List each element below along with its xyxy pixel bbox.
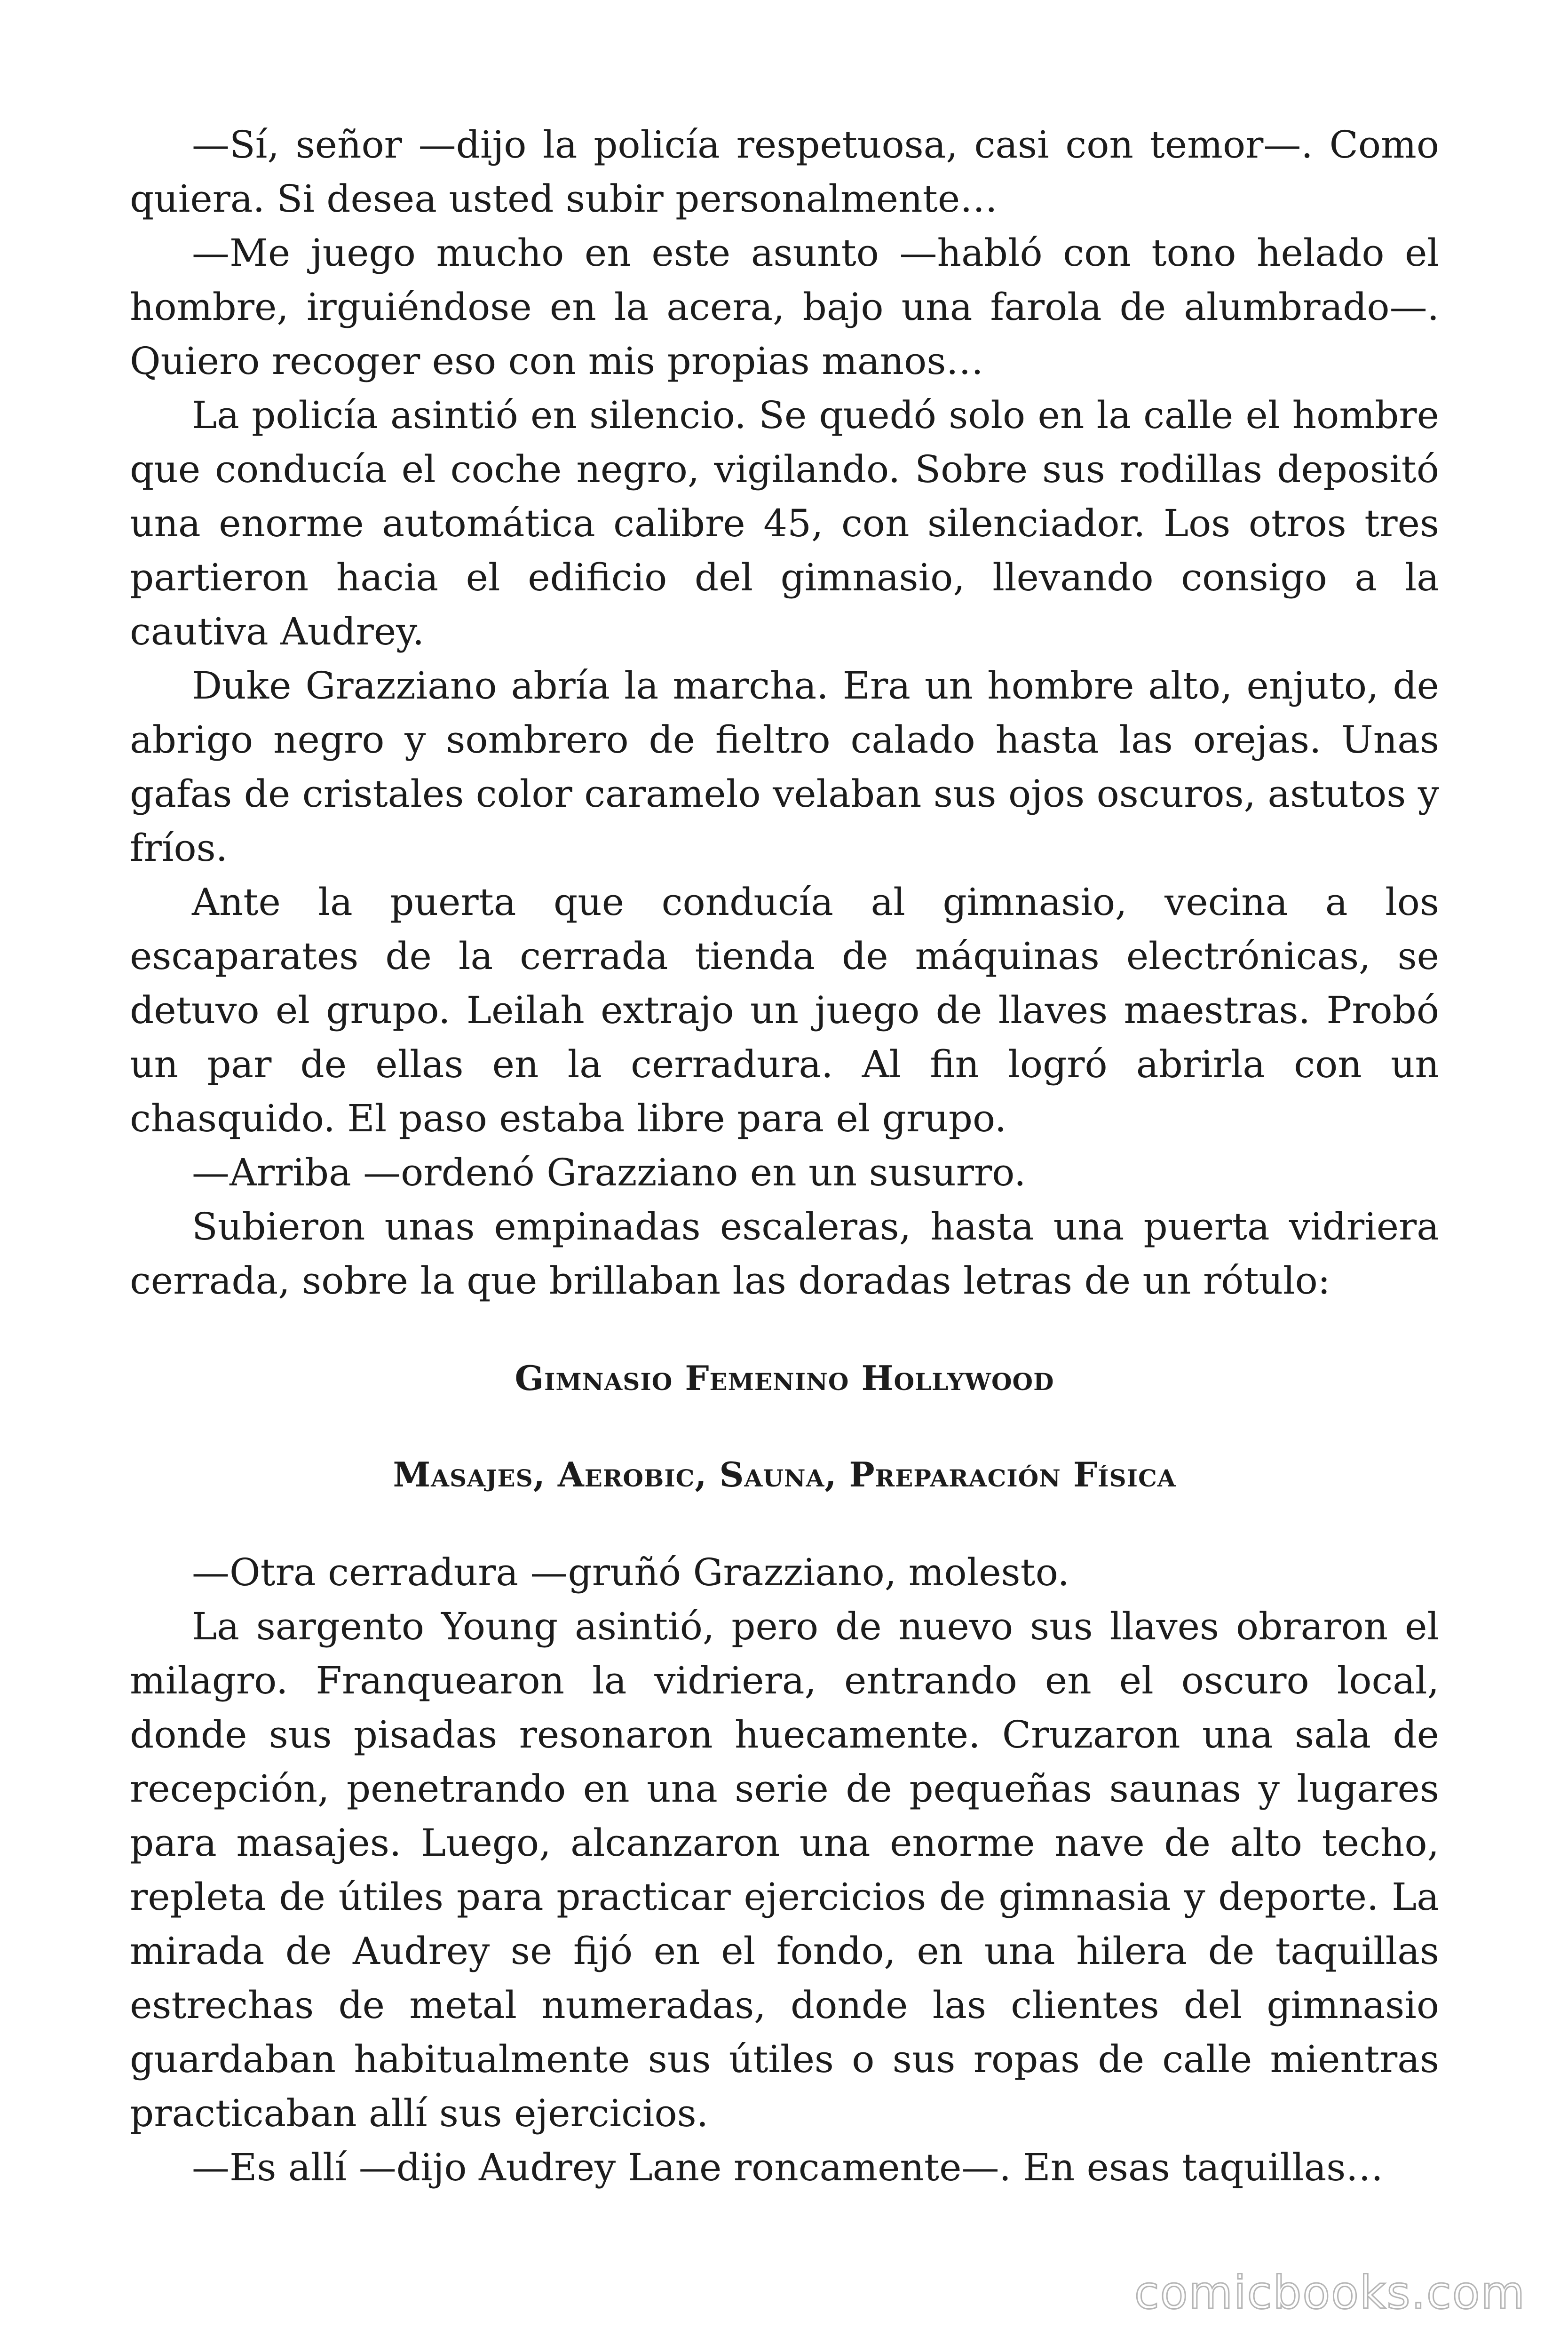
paragraph: Ante la puerta que conducía al gimnasio, vecina a los escaparates de la cerrada tienda de máquinas electrónicas, se detuvo el grupo. Leilah extrajo un juego de llaves maestras. Probó un par de ellas en la cerradura. Al fin logró abrirla con un chasquido. El paso estaba libre para el grupo.: [130, 880, 1439, 1140]
book-page: [130, 118, 1439, 2194]
paragraph: —Otra cerradura —gruñó Grazziano, molesto.: [192, 1550, 1069, 1594]
paragraph: La policía asintió en silencio. Se quedó solo en la calle el hombre que conducía el coche negro, vigilando. Sobre sus rodillas depositó una enorme automática calibre 45, con silenciador. Los otros tres partieron hacia el edificio del gimnasio, llevando consigo a la cautiva Audrey.: [130, 393, 1439, 653]
paragraph: Duke Grazziano abría la marcha. Era un hombre alto, enjuto, de abrigo negro y sombrero de fieltro calado hasta las orejas. Unas gafas de cristales color caramelo velaban sus ojos oscuros, astutos y fríos.: [130, 664, 1439, 870]
sign-title: Gimnasio Femenino Hollywood: [515, 1358, 1054, 1398]
paragraph: —Arriba —ordenó Grazziano en un susurro.: [192, 1151, 1026, 1194]
paragraph: —Sí, señor —dijo la policía respetuosa, casi con temor—. Como quiera. Si desea usted subir personalmente…: [130, 123, 1439, 221]
paragraph: —Es allí —dijo Audrey Lane roncamente—. En esas taquillas…: [192, 2145, 1384, 2189]
watermark: comicbooks.com: [1134, 2266, 1526, 2319]
paragraph: —Me juego mucho en este asunto —habló con tono helado el hombre, irguiéndose en la acera, bajo una farola de alumbrado—. Quiero recoger eso con mis propias manos…: [130, 231, 1439, 383]
sign-subtitle: Masajes, Aerobic, Sauna, Preparación Física: [393, 1454, 1176, 1494]
paragraph: Subieron unas empinadas escaleras, hasta una puerta vidriera cerrada, sobre la que brillaban las doradas letras de un rótulo:: [130, 1205, 1439, 1303]
paragraph: La sargento Young asintió, pero de nuevo sus llaves obraron el milagro. Franquearon la vidriera, entrando en el oscuro local, donde sus pisadas resonaron huecamente. Cruzaron una sala de recepción, penetrando en una serie de pequeñas saunas y lugares para masajes. Luego, alcanzaron una enorme nave de alto techo, repleta de útiles para practicar ejercicios de gimnasia y deporte. La mirada de Audrey se fijó en el fondo, en una hilera de taquillas estrechas de metal numeradas, donde las clientes del gimnasio guardaban habitualmente sus útiles o sus ropas de calle mientras practicaban allí sus ejercicios.: [130, 1605, 1439, 2135]
